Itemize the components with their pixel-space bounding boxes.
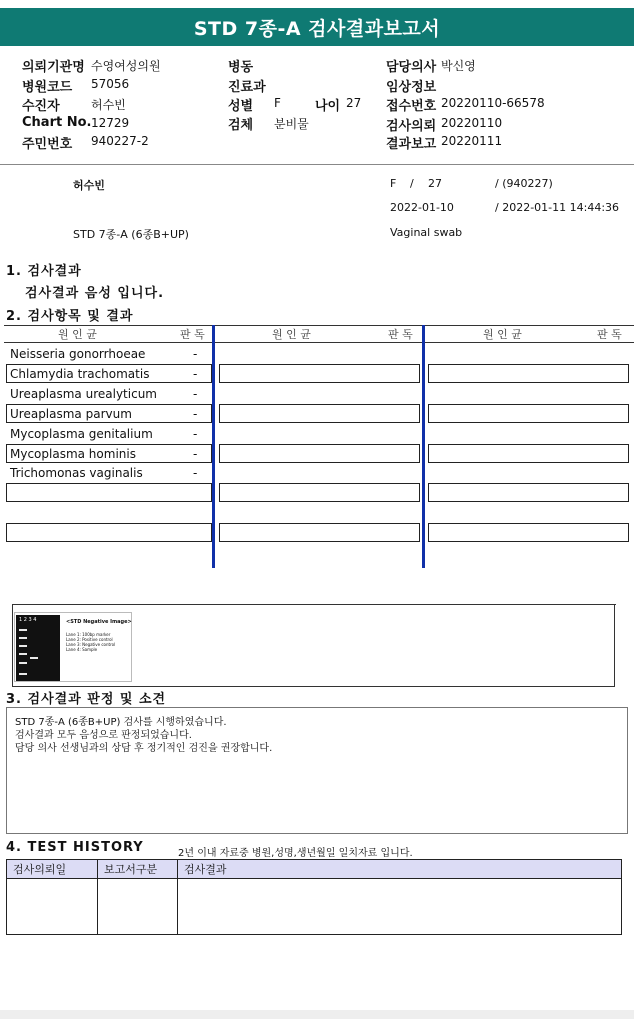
receipt-no-value: 20220110-66578 xyxy=(441,96,545,110)
specimen-type: Vaginal swab xyxy=(390,226,463,239)
germ-name: Neisseria gonorrhoeae xyxy=(10,347,146,361)
germ-name: Trichomonas vaginalis xyxy=(10,466,143,480)
empty-row-box xyxy=(428,404,629,423)
col3-germ-header: 원 인 균 xyxy=(483,328,522,341)
opinion-line-3: 담당 의사 선생님과의 상담 후 정기적인 검진을 권장합니다. xyxy=(15,743,273,754)
report-date-value: 20220111 xyxy=(441,134,503,148)
germ-result: - xyxy=(193,466,198,480)
patient-label: 수진자 xyxy=(22,99,60,114)
patient-name: 허수빈 xyxy=(73,179,105,192)
gel-lane-1: Lane 1: 100bp marker xyxy=(66,632,111,637)
empty-row-box xyxy=(428,364,629,383)
gel-lane-3: Lane 3: Negative control xyxy=(66,642,116,647)
empty-row-box xyxy=(428,444,629,463)
doctor-value: 박신영 xyxy=(441,59,476,73)
request-date-value: 20220110 xyxy=(441,116,503,130)
row-box xyxy=(6,523,212,542)
hospital-code-label: 병원코드 xyxy=(22,80,73,95)
col2-germ-header: 원 인 균 xyxy=(272,328,311,341)
history-note: 2년 이내 자료중 병원,성명,생년월일 일치자료 입니다. xyxy=(178,848,413,859)
patient-slash: / xyxy=(410,177,414,190)
gel-lane-4: Lane 4: Sample xyxy=(66,647,98,652)
marker-band xyxy=(19,673,27,675)
germ-result: - xyxy=(193,367,198,381)
gel-caption: <STD Negative Image> xyxy=(66,619,132,625)
test-name: STD 7종-A (6종B+UP) xyxy=(73,228,189,241)
column-divider-1 xyxy=(212,325,215,568)
germ-name: Ureaplasma urealyticum xyxy=(10,387,157,401)
age-value: 27 xyxy=(346,96,362,110)
table-top-line xyxy=(4,325,634,326)
report-title-bar xyxy=(0,8,634,46)
germ-name: Chlamydia trachomatis xyxy=(10,367,150,381)
gel-lane-numbers: 1 2 3 4 xyxy=(19,617,37,623)
patient-birth: / (940227) xyxy=(495,177,553,190)
receipt-no-label: 접수번호 xyxy=(386,99,437,114)
empty-row-box xyxy=(219,483,420,502)
empty-row-box xyxy=(428,523,629,542)
germ-name: Mycoplasma genitalium xyxy=(10,427,153,441)
request-date-label: 검사의뢰 xyxy=(386,119,437,134)
patient-value: 허수빈 xyxy=(91,98,126,112)
history-cell xyxy=(178,879,622,935)
section3-title: 3. 검사결과 판정 및 소견 xyxy=(6,692,167,707)
marker-band xyxy=(19,645,27,647)
history-header-report-type: 보고서구분 xyxy=(98,860,178,879)
history-header-request-date: 검사의뢰일 xyxy=(7,860,98,879)
institution-label: 의뢰기관명 xyxy=(22,60,85,75)
receipt-date: 2022-01-10 xyxy=(390,201,454,214)
empty-row-box xyxy=(428,483,629,502)
image-bottom-line xyxy=(12,686,615,687)
clinical-info-label: 임상정보 xyxy=(386,80,437,95)
section4-title: 4. TEST HISTORY xyxy=(6,840,144,855)
marker-band xyxy=(19,637,27,639)
institution-value: 수영여성의원 xyxy=(91,59,161,73)
empty-row-box xyxy=(219,404,420,423)
germ-result: - xyxy=(193,447,198,461)
patient-age: 27 xyxy=(428,177,442,190)
chart-no-value: 12729 xyxy=(91,116,130,130)
ward-label: 병동 xyxy=(228,60,254,75)
specimen-label: 검체 xyxy=(228,118,254,133)
germ-result: - xyxy=(193,387,198,401)
sex-value: F xyxy=(274,96,281,110)
sex-label: 성별 xyxy=(228,99,254,114)
image-right-line xyxy=(614,604,615,686)
header-divider xyxy=(0,164,634,165)
report-date-label: 결과보고 xyxy=(386,137,437,152)
report-datetime: / 2022-01-11 14:44:36 xyxy=(495,201,620,214)
germ-result: - xyxy=(193,407,198,421)
marker-band xyxy=(19,653,27,655)
section1-result: 검사결과 음성 입니다. xyxy=(25,286,165,301)
rrn-value: 940227-2 xyxy=(91,134,149,148)
germ-result: - xyxy=(193,427,198,441)
report-title: STD 7종-A 검사결과보고서 xyxy=(193,18,441,40)
germ-name: Ureaplasma parvum xyxy=(10,407,132,421)
image-left-line xyxy=(12,604,13,686)
col1-judge-header: 판 독 xyxy=(180,328,205,341)
page-bottom-strip xyxy=(0,1010,634,1019)
history-table xyxy=(6,859,622,935)
age-label: 나이 xyxy=(315,99,341,114)
row-box xyxy=(6,483,212,502)
positive-control-band xyxy=(30,657,38,659)
history-cell xyxy=(98,879,178,935)
hospital-code-value: 57056 xyxy=(91,77,130,91)
gel-electrophoresis-image xyxy=(16,615,60,681)
marker-band xyxy=(19,662,27,664)
chart-no-label: Chart No. xyxy=(22,115,92,130)
dept-label: 진료과 xyxy=(228,80,266,95)
column-divider-2 xyxy=(422,325,425,568)
doctor-label: 담당의사 xyxy=(386,60,437,75)
section2-title: 2. 검사항목 및 결과 xyxy=(6,309,134,324)
table-header-line xyxy=(4,342,634,343)
empty-row-box xyxy=(219,364,420,383)
marker-band xyxy=(19,629,27,631)
col2-judge-header: 판 독 xyxy=(388,328,413,341)
col3-judge-header: 판 독 xyxy=(597,328,622,341)
patient-sex: F xyxy=(390,177,397,190)
germ-result: - xyxy=(193,347,198,361)
germ-name: Mycoplasma hominis xyxy=(10,447,136,461)
rrn-label: 주민번호 xyxy=(22,137,73,152)
col1-germ-header: 원 인 균 xyxy=(58,328,97,341)
section1-title: 1. 검사결과 xyxy=(6,264,82,279)
opinion-line-1: STD 7종-A (6종B+UP) 검사를 시행하였습니다. xyxy=(15,717,227,728)
gel-lane-2: Lane 2: Positive control xyxy=(66,637,113,642)
opinion-line-2: 검사결과 모두 음성으로 판정되었습니다. xyxy=(15,730,192,741)
specimen-value: 분비물 xyxy=(274,117,309,131)
history-cell xyxy=(7,879,98,935)
empty-row-box xyxy=(219,444,420,463)
image-top-line xyxy=(12,604,616,605)
history-header-result: 검사결과 xyxy=(178,860,622,879)
empty-row-box xyxy=(219,523,420,542)
